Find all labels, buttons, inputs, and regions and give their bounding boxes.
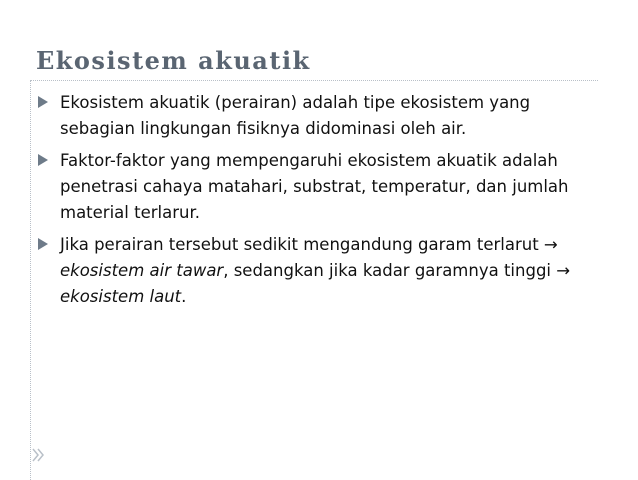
triangle-bullet-icon [38,154,48,166]
bullet-text-segment: . [181,287,187,306]
bullet-text [60,232,594,310]
list-item [34,90,594,142]
list-item [34,148,594,226]
triangle-bullet-icon [38,238,48,250]
slide-title: Ekosistem akuatik [36,46,311,75]
bullet-text [60,148,594,226]
left-divider [30,80,31,480]
bullet-text-italic: ekosistem laut [60,287,182,306]
right-arrow-icon: → [543,235,558,254]
bullet-text [60,90,594,142]
bullet-text-segment: Faktor-faktor yang mempengaruhi ekosistem akuatik adalah penetrasi cahaya matahari, substrat, temperatur, dan jumlah material terlarur. [60,151,569,222]
title-divider [30,80,598,81]
bullet-text-segment: , sedangkan jika kadar garamnya tinggi [223,261,557,280]
bullet-list [34,90,594,316]
double-chevron-icon [32,448,44,462]
bullet-text-segment: Jika perairan tersebut sedikit mengandung garam terlarut [60,235,544,254]
triangle-bullet-icon [38,96,48,108]
bullet-text-segment: Ekosistem akuatik (perairan) adalah tipe ekosistem yang sebagian lingkungan fisiknya didominasi oleh air. [60,93,531,138]
list-item [34,232,594,310]
bullet-text-italic: ekosistem air tawar [60,261,224,280]
right-arrow-icon: → [556,261,571,280]
